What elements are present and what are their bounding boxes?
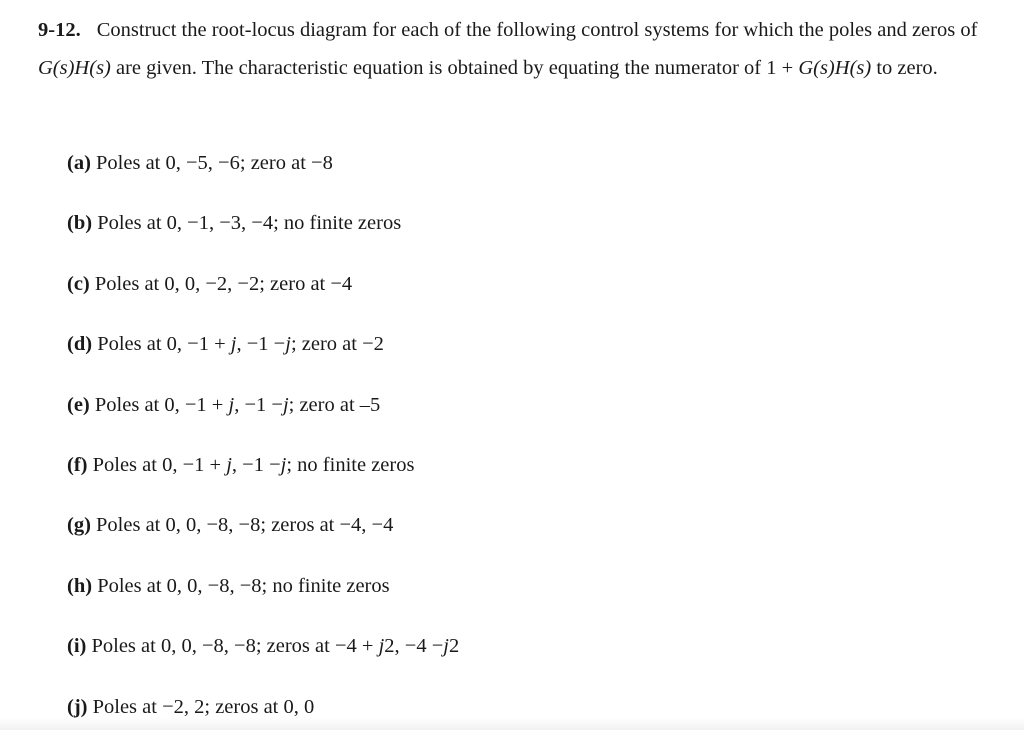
statement-text-a: Construct the root-locus diagram for each of the following control systems for which the poles and zeros of xyxy=(96,19,978,41)
part-label: (e) xyxy=(67,394,90,416)
part-label: (f) xyxy=(67,454,88,476)
part-c xyxy=(67,271,352,297)
part-text: Poles at 0, −1 + j, −1 −j; no finite zeros xyxy=(87,454,415,476)
bottom-edge-shading xyxy=(0,718,1024,730)
part-a xyxy=(67,150,333,176)
part-d xyxy=(67,331,384,357)
part-label: (b) xyxy=(67,212,93,234)
part-label: (h) xyxy=(67,575,93,597)
part-text: Poles at 0, 0, −8, −8; no finite zeros xyxy=(92,575,390,597)
part-text: Poles at 0, −5, −6; zero at −8 xyxy=(90,152,333,174)
statement-text-c: to zero. xyxy=(871,56,938,79)
part-text: Poles at 0, −1, −3, −4; no finite zeros xyxy=(92,212,402,234)
part-f xyxy=(67,452,414,478)
part-g xyxy=(67,512,393,538)
statement-text-b: are given. The characteristic equation is obtained by equating the numerator of 1 + xyxy=(110,56,799,79)
part-i xyxy=(67,633,459,659)
part-label: (j) xyxy=(67,696,88,718)
part-e xyxy=(67,392,380,418)
problem-statement xyxy=(38,12,998,87)
part-text: Poles at 0, −1 + j, −1 −j; zero at −2 xyxy=(92,333,384,355)
part-b xyxy=(67,210,401,236)
part-label: (a) xyxy=(67,152,91,174)
part-label: (i) xyxy=(67,635,87,657)
part-label: (g) xyxy=(67,514,91,536)
part-text: Poles at 0, 0, −2, −2; zero at −4 xyxy=(89,273,353,295)
transfer-function-expression-2: G(s)H(s) xyxy=(798,56,872,79)
part-label: (c) xyxy=(67,273,90,295)
part-label: (d) xyxy=(67,333,93,355)
problem-number: 9-12. xyxy=(38,19,81,41)
part-j xyxy=(67,694,314,720)
part-text: Poles at −2, 2; zeros at 0, 0 xyxy=(87,696,315,718)
part-text: Poles at 0, 0, −8, −8; zeros at −4, −4 xyxy=(90,514,394,536)
part-h xyxy=(67,573,390,599)
part-text: Poles at 0, −1 + j, −1 −j; zero at –5 xyxy=(89,394,381,416)
transfer-function-expression: G(s)H(s) xyxy=(38,56,111,79)
part-text: Poles at 0, 0, −8, −8; zeros at −4 + j2, −4 −j2 xyxy=(86,635,460,657)
